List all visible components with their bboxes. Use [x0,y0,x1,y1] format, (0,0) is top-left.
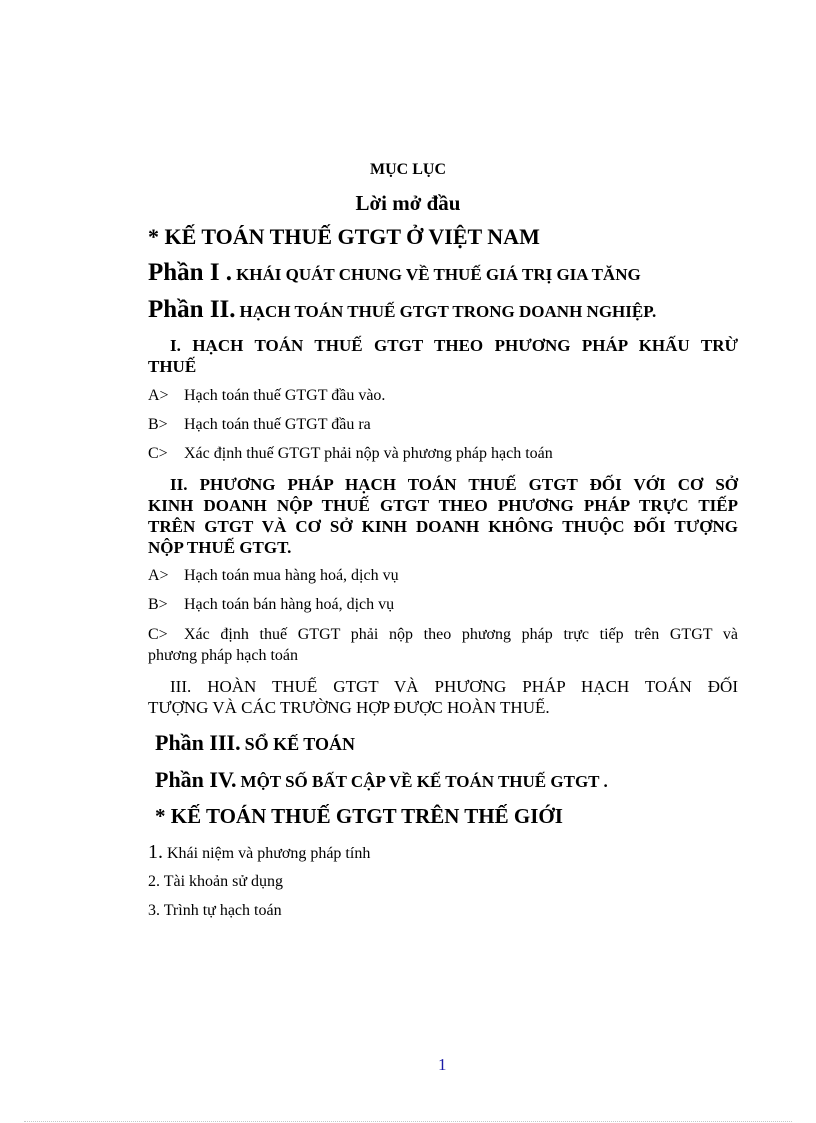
page-number: 1 [438,1055,447,1074]
list-item [148,596,394,614]
item-text: Hạch toán thuế GTGT đầu ra [184,416,371,433]
part-2-label: Phần II. [148,296,236,323]
list-item [148,567,399,585]
item-marker: A> [148,387,169,404]
part-2-line [148,296,656,324]
list-item [148,445,553,463]
section-3-heading-line1: III. HOÀN THUẾ GTGT VÀ PHƯƠNG PHÁP HẠCH TOÁN ĐỐI [170,677,738,696]
part-4-title: MỘT SỐ BẤT CẬP VỀ KẾ TOÁN THUẾ GTGT . [240,772,608,791]
item-text: Tài khoản sử dụng [163,873,284,890]
list-item-c-line1 [148,626,738,644]
part-2-title: HẠCH TOÁN THUẾ GTGT TRONG DOANH NGHIỆP. [239,302,657,321]
section-heading-world: * KẾ TOÁN THUẾ GTGT TRÊN THẾ GIỚI [155,804,563,828]
part-4-label: Phần IV. [155,767,237,792]
part-4-line [155,767,608,793]
section-1-heading-line2: THUẾ [148,357,197,376]
item-number: 2. [148,873,160,890]
list-item [148,873,283,891]
item-number: 1. [148,841,163,863]
part-3-title: SỔ KẾ TOÁN [244,734,355,754]
section-1-heading-line1: I. HẠCH TOÁN THUẾ GTGT THEO PHƯƠNG PHÁP KHẤU TRỪ [170,336,738,355]
section-heading-vietnam: * KẾ TOÁN THUẾ GTGT Ở VIỆT NAM [148,224,540,249]
item-text: Xác định thuế GTGT phải nộp theo phương pháp trực tiếp trên GTGT và [184,626,738,643]
list-item-c-line2: phương pháp hạch toán [148,647,298,664]
item-text: Trình tự hạch toán [163,902,282,919]
section-3-heading-line2: TƯỢNG VÀ CÁC TRƯỜNG HỢP ĐƯỢC HOÀN THUẾ. [148,698,550,717]
toc-heading: MỤC LỤC [370,161,446,178]
item-marker: A> [148,567,169,584]
section-2-heading-line3: TRÊN GTGT VÀ CƠ SỞ KINH DOANH KHÔNG THUỘC ĐỐI TƯỢNG [148,517,738,536]
page-bottom-divider [24,1121,792,1122]
part-1-label: Phần I . [148,259,233,286]
item-marker: C> [148,445,168,462]
part-3-line [155,730,355,756]
list-item [148,841,370,864]
item-marker: B> [148,416,168,433]
item-text: Hạch toán bán hàng hoá, dịch vụ [184,596,395,613]
part-1-title: KHÁI QUÁT CHUNG VỀ THUẾ GIÁ TRỊ GIA TĂNG [236,265,641,284]
section-2-heading-line1: II. PHƯƠNG PHÁP HẠCH TOÁN THUẾ GTGT ĐỐI VỚI CƠ SỞ [170,475,738,494]
item-text: Xác định thuế GTGT phải nộp và phương pháp hạch toán [184,445,553,462]
list-item [148,902,282,920]
intro-heading: Lời mở đầu [355,191,461,215]
section-2-heading-line4: NỘP THUẾ GTGT. [148,538,292,557]
item-text: Khái niệm và phương pháp tính [167,845,371,862]
part-1-line [148,259,641,287]
list-item [148,387,385,405]
part-3-label: Phần III. [155,730,241,755]
item-number: 3. [148,902,160,919]
item-marker: B> [148,596,168,613]
item-text: Hạch toán mua hàng hoá, dịch vụ [184,567,399,584]
list-item [148,416,371,434]
section-2-heading-line2: KINH DOANH NỘP THUẾ GTGT THEO PHƯƠNG PHÁP TRỰC TIẾP [148,496,738,515]
item-text: Hạch toán thuế GTGT đầu vào. [184,387,386,404]
item-marker: C> [148,626,168,643]
